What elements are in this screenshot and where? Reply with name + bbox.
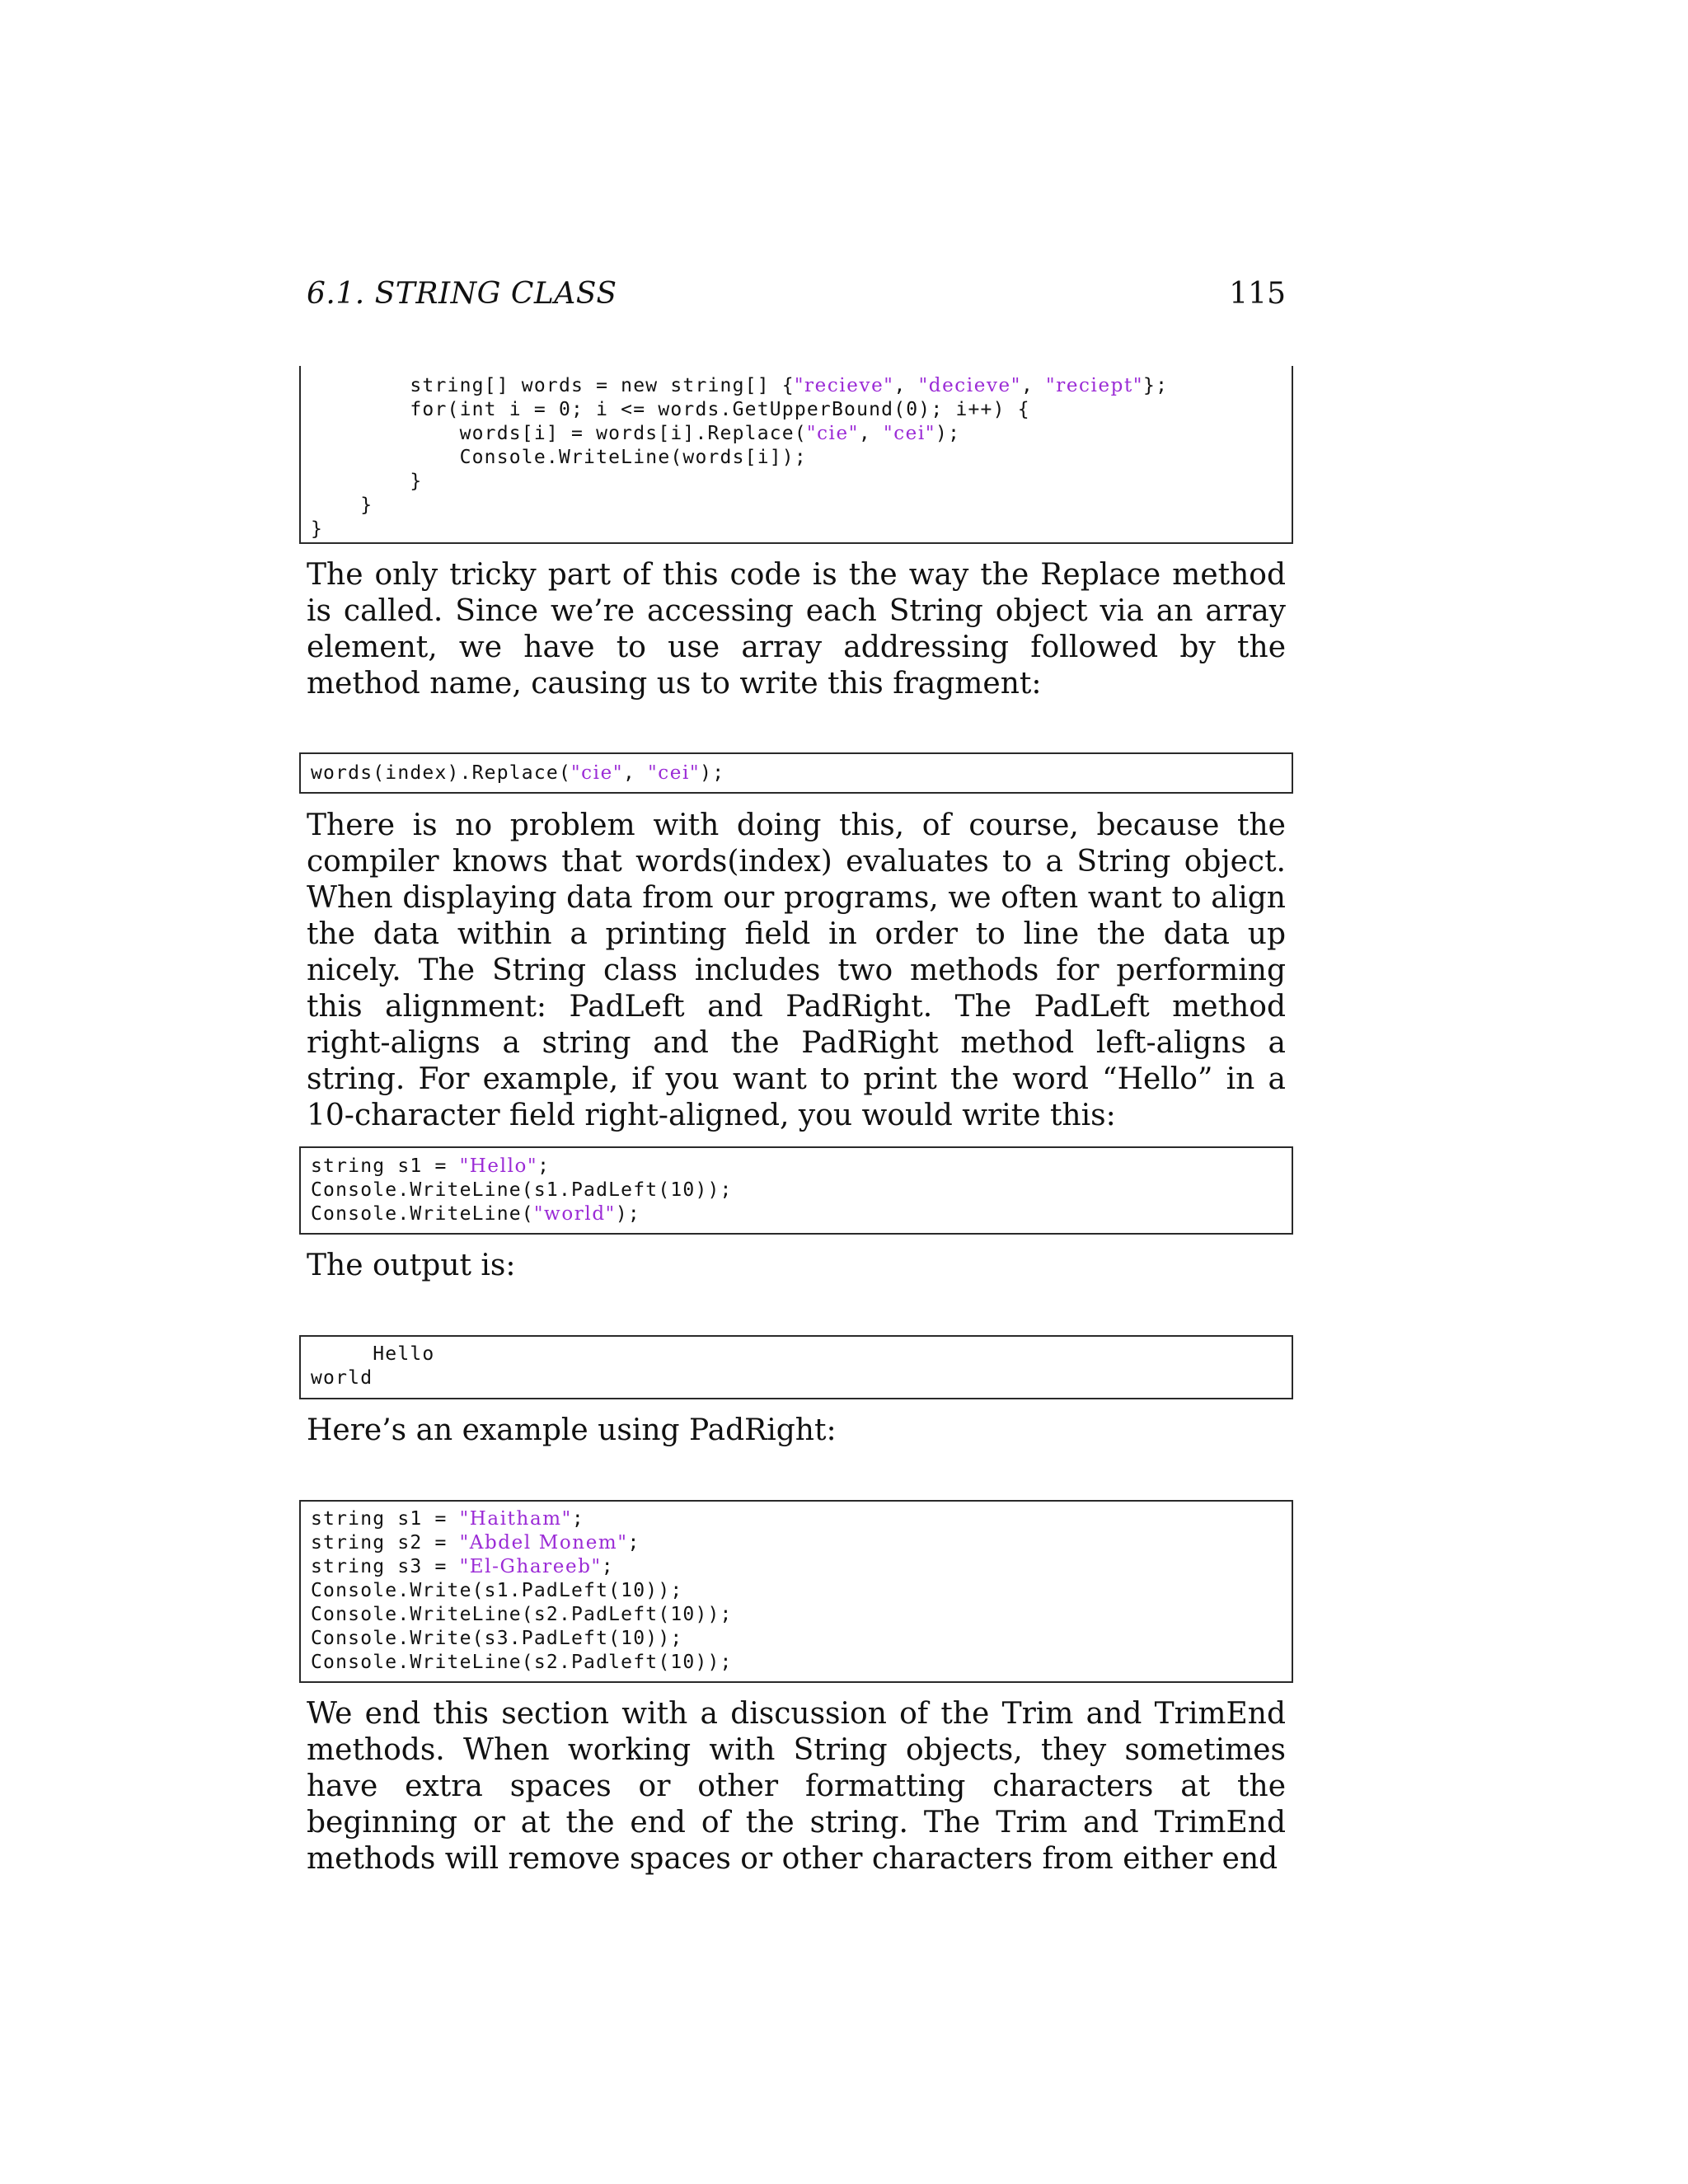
code-line [311,1627,682,1651]
code-line [311,1651,733,1675]
code-token: }; [1143,375,1169,396]
string-literal: "reciept" [1046,375,1144,396]
paragraph-output-label: The output is: [307,1249,516,1282]
code-token: ; [537,1155,551,1177]
code-line [311,1603,733,1627]
code-block-output [299,1335,1293,1399]
code-token: Console.Write(s3.PadLeft(10)); [311,1628,683,1649]
code-token: , [1020,375,1047,396]
string-literal: "Hello" [459,1155,538,1177]
code-line [311,470,422,494]
code-block-replace-fragment [299,752,1293,794]
running-title: 6.1. STRING CLASS [307,277,617,311]
paragraph-trim-intro: We end this section with a discussion of the Trim and TrimEnd methods. When working with String objects, they sometimes have extra spaces or other formatting characters at the beginning or at the end of the string. The Trim and TrimEnd methods will remove spaces or other characters from either end [307,1697,1286,1876]
code-line [311,422,960,446]
code-line [311,446,807,470]
code-token: Console.WriteLine( [311,1203,534,1225]
code-line [311,1507,584,1531]
string-literal: "recieve" [794,375,894,396]
code-token: world [311,1367,373,1389]
code-line [311,398,1030,422]
code-token: Console.WriteLine(s2.PadLeft(10)); [311,1604,733,1625]
string-literal: "cie" [571,762,624,784]
code-token: , [858,423,884,444]
string-literal: "Abdel Monem" [459,1532,628,1554]
code-line [311,1555,614,1579]
code-token: } [311,471,423,492]
paragraph-replace-explanation: The only tricky part of this code is the way the Replace method is called. Since we’re accessing each String object via an array element, we have to use array addressing followed by the method name, causing us to write this fragment: [307,558,1286,701]
code-token: Console.Write(s1.PadLeft(10)); [311,1580,683,1601]
code-token: ); [935,423,961,444]
code-token: string[] words = new string[] { [311,375,795,396]
code-token: Hello [311,1343,435,1365]
code-line [311,1366,373,1390]
code-token: Console.WriteLine(s2.Padleft(10)); [311,1652,733,1673]
string-literal: "cie" [806,423,859,444]
code-line [311,1343,434,1366]
code-token: ); [700,762,725,784]
string-literal: "decieve" [918,375,1021,396]
code-line [311,1531,640,1555]
code-token: for(int i = 0; i <= words.GetUpperBound(0); i++) { [311,399,1030,420]
string-literal: "world" [533,1203,616,1225]
code-block-padleft-hello [299,1146,1293,1235]
paragraph-padding-intro: There is no problem with doing this, of course, because the compiler knows that words(index) evaluates to a String object. When displaying data from our programs, we often want to align the data within a printing field in order to line the data up nicely. The String class includes two methods for performing this alignment: PadLeft and PadRight. The PadLeft method right-aligns a string and the PadRight method left-aligns a string. For example, if you want to print the word “Hello” in a 10-character field right-aligned, you would write this: [307,808,1286,1132]
code-token: words[i] = words[i].Replace( [311,423,807,444]
code-token: ; [571,1508,584,1530]
code-token: words(index).Replace( [311,762,571,784]
code-line [311,1579,682,1603]
code-line [311,518,323,541]
code-line [311,1179,733,1202]
code-line [311,494,373,518]
running-header [307,277,1286,316]
code-token: Console.WriteLine(s1.PadLeft(10)); [311,1179,733,1201]
code-token: , [893,375,919,396]
string-literal: "El-Ghareeb" [459,1556,602,1577]
code-token: } [311,494,373,516]
page-number: 115 [1229,277,1286,311]
code-line [311,1202,640,1226]
code-token: ); [615,1203,640,1225]
code-token: string s3 = [311,1556,460,1577]
code-token: string s1 = [311,1508,460,1530]
code-block-padright-example [299,1500,1293,1683]
code-token: Console.WriteLine(words[i]); [311,447,807,468]
paragraph-padright-label: Here’s an example using PadRight: [307,1413,837,1447]
code-token: } [311,518,324,540]
code-token: string s2 = [311,1532,460,1554]
string-literal: "cei" [648,762,701,784]
code-line [311,1155,550,1179]
string-literal: "Haitham" [459,1508,572,1530]
code-token: , [623,762,649,784]
code-token: ; [601,1556,614,1577]
string-literal: "cei" [884,423,936,444]
code-token: string s1 = [311,1155,460,1177]
code-line [311,762,724,785]
code-token: ; [627,1532,640,1554]
code-block-replace-loop [299,366,1293,544]
code-line [311,374,1168,398]
